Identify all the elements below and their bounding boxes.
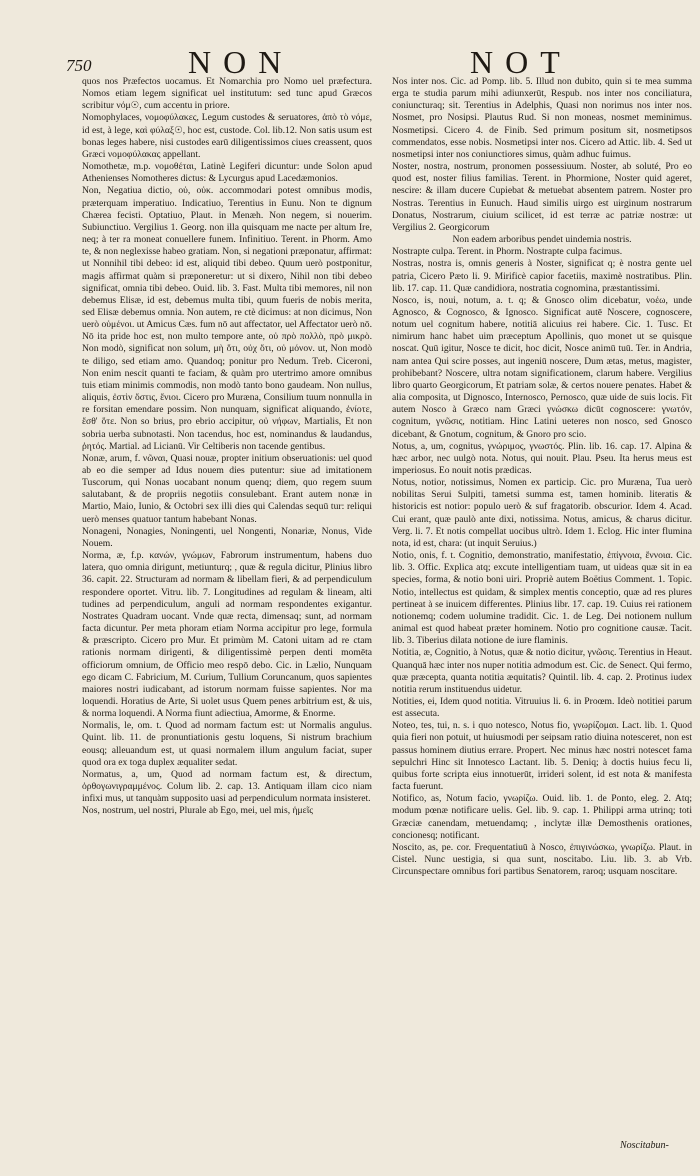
dictionary-entry: Nomothetæ, m.p. νομοθέται, Latinè Legiferi dicuntur: unde Solon apud Athenienses Nomotheres dictus: & Lycurgus apud Lacedæmonios. [82, 161, 372, 185]
dictionary-entry: Nos, nostrum, uel nostri, Plurale ab Ego, mei, uel mis, ἡμεῖς [82, 805, 314, 817]
dictionary-entry: Notus, a, um, cognitus, γνώριμος, γνωστός. Plin. lib. 16. cap. 17. Alpina & hæc arbor, nec uulgò nota. Notus, qui nouit. Plau. Pseu. Ita herus meus est imperiosus. Eo nouit notis prædicas. [392, 440, 692, 476]
dictionary-entry: Noster, nostra, nostrum, pronomen possessiuum. Noster, ab soluté, Pro eo quod est, noster filius familias. Terent. in Phormione, Noster quid ageret, nescire: & illam ducere Cupiebat & metuebat absentem patrem. Noster pro Nostras. Terentius in Eunuch. Haud similis uirgo est uirginum nostrarum Donatus, Nostrarum, ciuium scilicet, id est terræ ac patriæ nostræ: ut Vergilius 2. Georgicorum [392, 161, 692, 233]
page-number: 750 [66, 56, 92, 75]
dictionary-entry: Nonæ, arum, f. νῶναι, Quasi nouæ, propter initium obseruationis: uel quod ab eo die semper ad Idus nouem dies putentur: siue ad imitationem Tuscorum, qui Nonas uocabant nonum quenq; diem, quo regem suum salutabant, & de propriis negotiis consulebant. Erant autem nonæ in Martio, Maio, Iunio, & Octobri sex illi dies qui Calendas sequū tur: reliqui uerò menses quatuor tantum habebant Nonas. [82, 452, 372, 525]
dictionary-entry: quos nos Præfectos uocamus. Et Nomarchia pro Nomo uel præfectura. Nomos etiam legem significat uel institutum: sed tunc apud Græcos scribitur νόμ☉, cum accentu in priore. [82, 76, 372, 112]
verse-quote: Non eadem arboribus pendet uindemia nostris. [452, 234, 632, 246]
dictionary-entry: Nostrapte culpa. Terent. in Phorm. Nostrapte culpa facimus. [392, 246, 623, 258]
dictionary-entry: Norma, æ, f.p. κανών, γνώμων, Fabrorum instrumentum, habens duo latera, quo omnia dirigunt, metiunturq; , quæ & regula dicitur, Plinius libro 36. capit. 22. Structuram ad normam & libellam fieri, & ad perpendiculum respondere oportet. Vitru. lib. 7. Longitudines ad regulam & lineam, alti tudines ad perpendiculum, anguli ad normam respondentes exigantur. Nostrates Quadram uocant. Vnde quæ recta, dimensaq; sunt, ad normam facta dicuntur. Per meta phoram etiam Norma accipitur pro lege, formula & præscripto. Cicero pro Mur. Et primùm M. Catoni uitam ad re ctam rationis normam dirigenti, & diligentissimè perpen denti momēta officiorum omnium, de Officio meo respō debo. Cic. in Lælio, Nunquam ego dicam C. Fabricium, M. Curium, Tullium Coruncanum, quos sapientes maiores nostri iudicabant, ad istorum normam fuisse sapientes. Nor ma loquendi. Horatius de Arte, Si uolet usus Quem penes arbitrium est, & uis, & norma loquendi. A Norma fiunt adiectiua, Amorme, & Enorme. [82, 550, 372, 720]
dictionary-entry: Nos inter nos. Cic. ad Pomp. lib. 5. Illud non dubito, quin si te mea summa erga te studia parum mihi adiunxerūt, Respub. nos inter nos conciliatura, coniuncturaq; sit. Terentius in Adelphis, Quasi non norimus nos inter nos. Nosmet, pro Nosipsi. Plautus Rud. Si non moneas, nosmet meminimus. Nosmetipsi. Cicero 4. de Finib. Sed primum positum sit, nosmetipsos commendatos, esse nobis. Nosmetipsi inter nos. Cicero ad Attic. lib. 4. Sed ut nosmetipsi inter nos coniunctiores simus, quàm adhuc fuimus. [392, 76, 692, 160]
dictionary-entry: Nomophylaces, νομοφύλακες, Legum custodes & seruatores, ἀπὸ τὸ νόμε, id est, à lege, καὶ φύλαξ☉, hoc est, custode. Col. lib.12. Non satis usum est bonas leges habere, nisi custodes earū diligentissimos ciues creassent, quos Græci νομοφύλακας appellant. [82, 112, 372, 160]
dictionary-entry: Notus, notior, notissimus, Nomen ex particip. Cic. pro Muræna, Tua uerò nobilitas Serui Sulpiti, tametsi summa est, tamen hominib. literatis & historicis est notior: populo uerò & suf fragatorib. obscurior. Idem 4. Acad. Cui erant, quæ paulò ante dixi, notissima. Notus, amicus, & charus dicitur. Verg. li. 7. Et notis compellat uocibus ultrò. Idem 1. Eclog. Hic inter flumina nota, id est, chara: (ut inquit Seruius.) [392, 477, 692, 549]
page-header [0, 44, 700, 80]
dictionary-entry: Nosco, is, noui, notum, a. t. q; & Gnosco olim dicebatur, νοέω, unde Agnosco, & Cognosco, & Ignosco. Significat autē Noscere, cognoscere, notum uel cognitum habere, notitiā alicuius rei habere. Cic. 1. Tusc. Et nimirum hanc habet uim præceptum Apollinis, quo monet ut se quisque noscat. Quū igitur, Nosce te dicit, hoc dicit, Nosce animū tuū. Ter. in Andria, nam antea Qui scire posses, aut ingeniū noscere, Dum ætas, metus, magister, prohibebant? Noscere, ultra notam significationem, clarum habere. Vergilius libro quarto Georgicorum, Et patriam solæ, & certos nouere penates. Habet & alia composita, ut Dignosco, Internosco, Pernosco, quæ uide de suis locis. Fit autem Nosco à Græco nam Græci γνώσκω dicūt cognoscere: γνωτόν, cognitum, γνῶσις, notitiam. Hinc Latini ueteres non nosco, sed Gnosco dicebant, & Gnotum, cognitum, & Gnoro pro scio. [392, 294, 692, 440]
dictionary-entry: Normatus, a, um, Quod ad normam factum est, & directum, ὀρθογωνιγραμμένος. Colum lib. 2. cap. 13. Antiquam illam cico niam infixi mus, ut tanquàm supposito uasi ad perpendiculum normata insisteret. [82, 768, 372, 805]
dictionary-entry: Normalis, le, om. t. Quod ad normam factum est: ut Normalis angulus. Quint. lib. 11. de pronuntiationis gestu loquens, Si nistrum brachium eousq; alleuandum est, ut quasi normalem illum angulum faciat, super quod ora ex toga duplex æqualiter sedat. [82, 720, 372, 768]
dictionary-entry: Noscito, as, pe. cor. Frequentatiuū à Nosco, ἐπιγινώσκω, γνωρίζω. Plaut. in Cistel. Nunc uestigia, si qua sunt, noscitabo. Liu. lib. 3. ab Vrb. Circunspectare omnibus fori partibus Senatorem, raroq; usquam noscitare. [392, 841, 692, 878]
dictionary-entry: Notifico, as, Notum facio, γνωρίζω. Ouid. lib. 1. de Ponto, eleg. 2. Atq; modum pœnæ notificare uelis. Gel. lib. 9. cap. 1. Philippi arma utrinq; toti Græciæ canendam, metuendamq; , inclytæ illæ Demosthenis orationes, concionesq; notificant. [392, 793, 692, 841]
dictionary-entry: Nonageni, Nonagies, Noningenti, uel Nongenti, Nonariæ, Nonus, Vide Nouem. [82, 525, 372, 549]
dictionary-entry: Notitia, æ, Cognitio, à Notus, quæ & notio dicitur, γνῶσις. Terentius in Heaut. Quanquā hæc inter nos nuper notitia admodum est. Cic. de Senect. Qui fermo, quæ præcepta, quanta notitia æquitatis? Quintil. lib. 4. cap. 2. Protinus iudex notitia rerum instituendus uidetur. [392, 647, 692, 695]
running-head-right: NOT [470, 44, 572, 80]
running-head-left: NON [188, 44, 294, 80]
dictionary-entry: Notio, onis, f. t. Cognitio, demonstratio, manifestatio, ἐπίγνοια, ἔννοια. Cic. lib. 3. Offic. Explica atq; excute intelligentiam tuam, ut uideas quæ sit in ea species, forma, & notio boni uiri. Propriè autem Boëtius Comment. 1. Topic. Notio, intellectus est quidam, & simplex mentis conceptio, quæ ad res plures pertineat à se inuicem differentes. Plinius libr. 17. cap. 19. Cuius rei rationem notionemq; codem uolumine tradidit. Cic. 1. de Leg. Dei notionem nullum animal est quod habeat præter hominem. Notio pro cognitione causæ. Tacit. lib. 3. Tiberius dilata notione de iure flaminis. [392, 550, 692, 647]
dictionary-entry: Noteo, tes, tui, n. s. i quo notesco, Notus fio, γνωρίζομαι. Lact. lib. 1. Quod quia fieri non potuit, ut huiusmodi per seipsam ratio diuina notesceret, non est passus hominem diutius errare. Propert. Nec minus hæc nostri notescet fama sepulchri Hinc sit Innotesco Lactant. lib. 5. Deniq; à doctis huius fecu li, quibus forte scripta eius innotuerūt, irrideri solent, id est nota & manifesta facta fuerunt. [392, 720, 692, 793]
dictionary-entry: Nostras, nostra is, omnis generis à Noster, significat q; è nostra gente uel patria, Cicero Pæto li. 9. Mirificè capior facetiis, maximè nostratibus. Plin. lib. 17. cap. 11. Quæ candidiora, nostratia cognomina, præstantissimi. [392, 258, 692, 294]
dictionary-entry: Notities, ei, Idem quod notitia. Vitruuius li. 6. in Proœm. Ideò notitiei parum est assecuta. [392, 695, 692, 720]
dictionary-entry: Non, Negatiua dictio, οὐ, οὐκ. accommodari potest omnibus modis, præterquam imperatiuo. Indicatiuo, Terentius in Eunu. Non te dignum Chærea fecisti. Optatiuo, Plaut. in Menæh. Non negem, si nouerim. Subiunctiuo. Vergilius 1. Georg. non illa quisquam me nacte per altum Ire, neq; à ter ra moneat conuellere funem. Infinitiuo. Terent. in Phorm. Amo te, & non neglexisse habeo gratiam. Non, si negationi præponatur, affirmat: ut Nonnihil tibi debeo: id est, aliquid tibi debeo. Quum uerò postponitur, magis affirmat quàm si præponeretur: ut si dixero, Nihil non tibi debeo significat, omnia tibi debeo. Ouid. lib. 3. Fast. Multa tibi memores, nil non debemus Elisæ, id est, debemus multa tibi, quum fueris de nobis merita, sed Elisæ debemus omnia. Non autem, re ctè dicimus: at non dicimus, Non uerò οὐμένοι. ut Amicus Cæs. fum nō aut affectator, uel Affectator uerò nō. Nō ita pride hoc est, non multo tempore ante, οὐ πρὸ πολλὸ, πρὸ μικρὸ. Non modò, significat non solum, μὴ ὅτι, οὐχ ὅτι, οὐ μόνον. ut, Non modò te diligo, sed etiam amo. Quandoq; ponitur pro Nedum. Treb. Ciceroni, Non enim nescit quanti te faciam, & quàm pro utertrimo amore omnibus tuis etiam minimis commodis, non modò tanto bono gaudeam. Non nullus, aliquis, ἐστὶν ὅστις, ἔνιοι. Cicero pro Muræna, Consilium tuum nonnulla in re forsitan emendare possim. Non nunquam, significat aliquando, ἐνίοτε, ἔσθ' ὅτε. Non so brius, pro ebrio accipitur, οὐ νήφων, Martialis, Et non sobria uerba subnotasti. Non tacendus, hoc est, nominandus & laudandus, ῥητός. Martial. ad Licianū. Vir Celtiberis non tacende gentibus. [82, 185, 372, 452]
right-column [392, 76, 692, 1156]
left-column [82, 76, 372, 1156]
catchword: Noscitabun- [620, 1140, 669, 1151]
